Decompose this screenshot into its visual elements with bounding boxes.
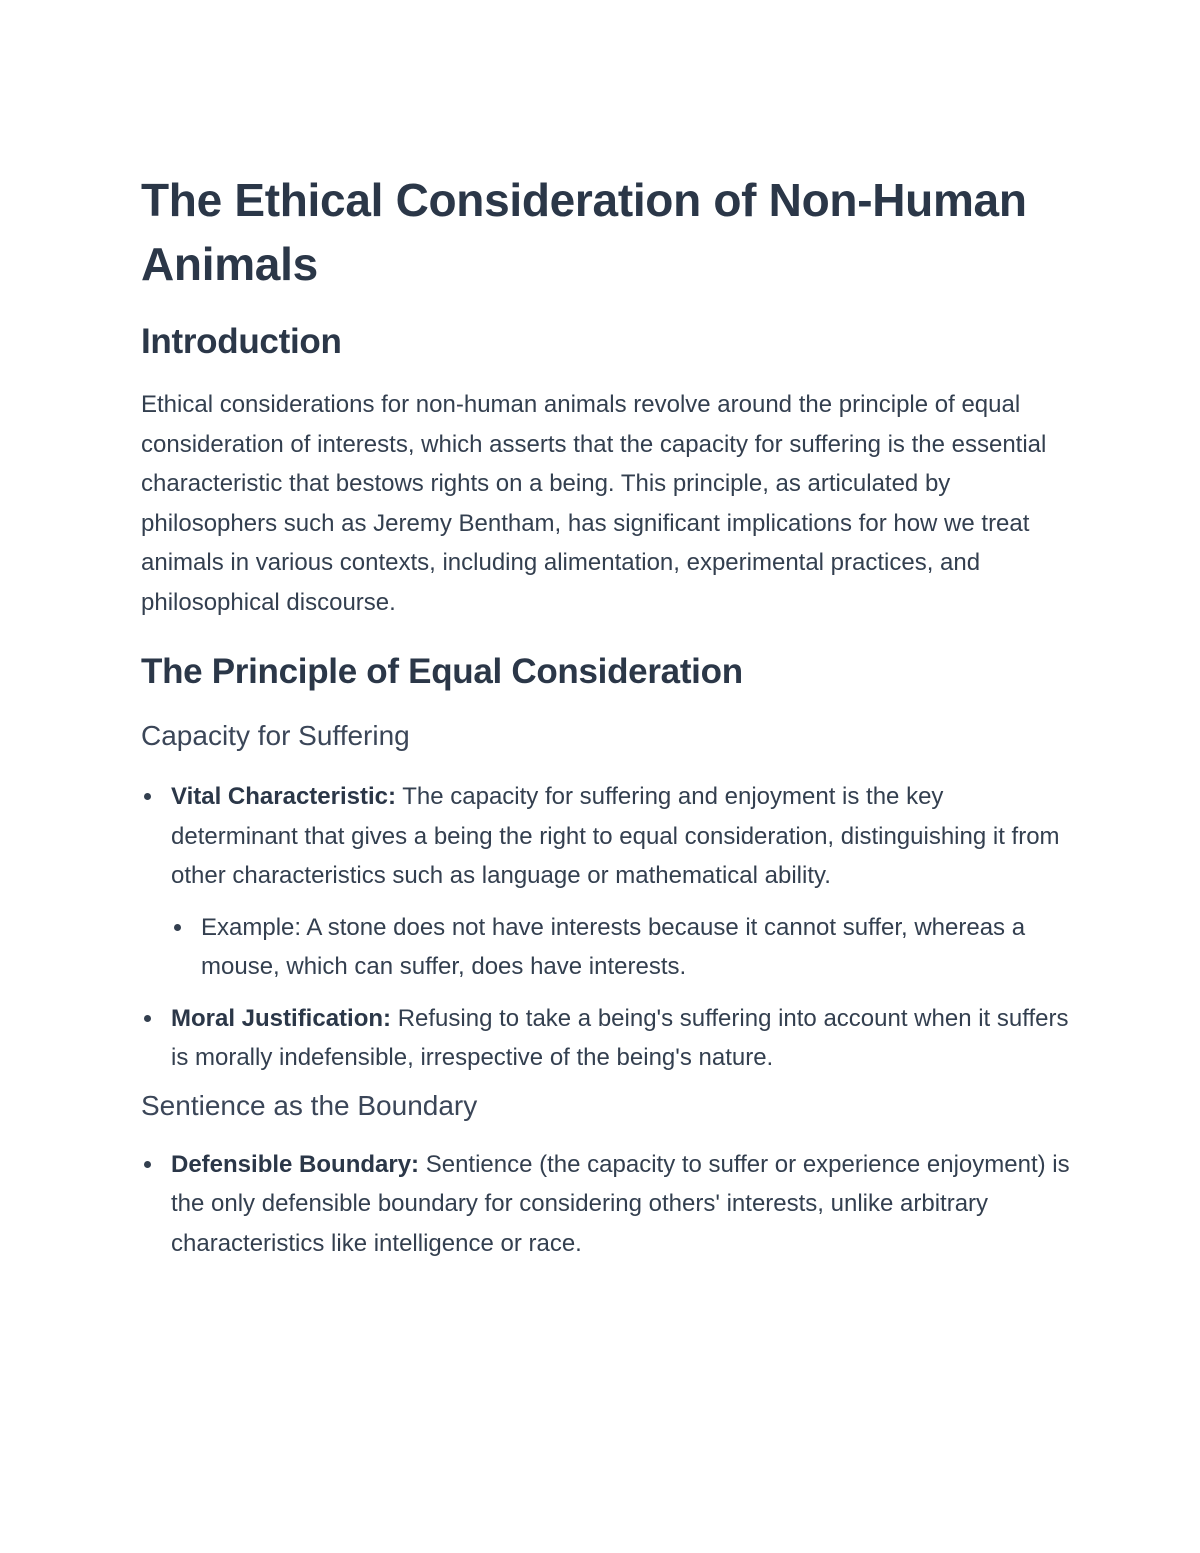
document-title: The Ethical Consideration of Non-Human Animals bbox=[141, 174, 1027, 290]
bullet-text: Sentience (the capacity to suffer or experience enjoyment) is the only defensible boundary for considering others' interests, unlike arbitrary characteristics like intelligence or race. bbox=[171, 1150, 1070, 1257]
introduction-heading: Introduction bbox=[141, 322, 342, 361]
list-item-vital-characteristic bbox=[141, 777, 1071, 987]
list-item-example: Example: A stone does not have interests because it cannot suffer, whereas a mouse, which can suffer, does have interests. bbox=[171, 908, 1071, 987]
bullet-term: Vital Characteristic: bbox=[171, 783, 396, 810]
sentience-subheading: Sentience as the Boundary bbox=[141, 1089, 478, 1121]
list-item-moral-justification bbox=[141, 999, 1071, 1078]
list-item-defensible-boundary bbox=[141, 1145, 1071, 1264]
principle-heading: The Principle of Equal Consideration bbox=[141, 652, 743, 691]
document-page bbox=[141, 168, 1071, 1263]
introduction-paragraph: Ethical considerations for non-human animals revolve around the principle of equal consideration of interests, which asserts that the capacity for suffering is the essential characteristic that bestows rights on a being. This principle, as articulated by philosophers such as Jeremy Bentham, has significant implications for how we treat animals in various contexts, including alimentation, experimental practices, and philosophical discourse. bbox=[141, 391, 1047, 616]
bullet-term: Moral Justification: bbox=[171, 1004, 392, 1032]
bullet-text: The capacity for suffering and enjoyment is the key determinant that gives a being the right to equal consideration, distinguishing it from other characteristics such as language or mathematical ability. bbox=[171, 783, 1060, 889]
bullet-term: Defensible Boundary: bbox=[171, 1150, 420, 1178]
capacity-bullet-list bbox=[141, 777, 1071, 1078]
capacity-subheading: Capacity for Suffering bbox=[141, 720, 410, 751]
bullet-text: Refusing to take a being's suffering into account when it suffers is morally indefensible, irrespective of the being's nature. bbox=[171, 1004, 1069, 1071]
sentience-bullet-list bbox=[141, 1145, 1071, 1264]
nested-bullet-list bbox=[171, 908, 1071, 987]
